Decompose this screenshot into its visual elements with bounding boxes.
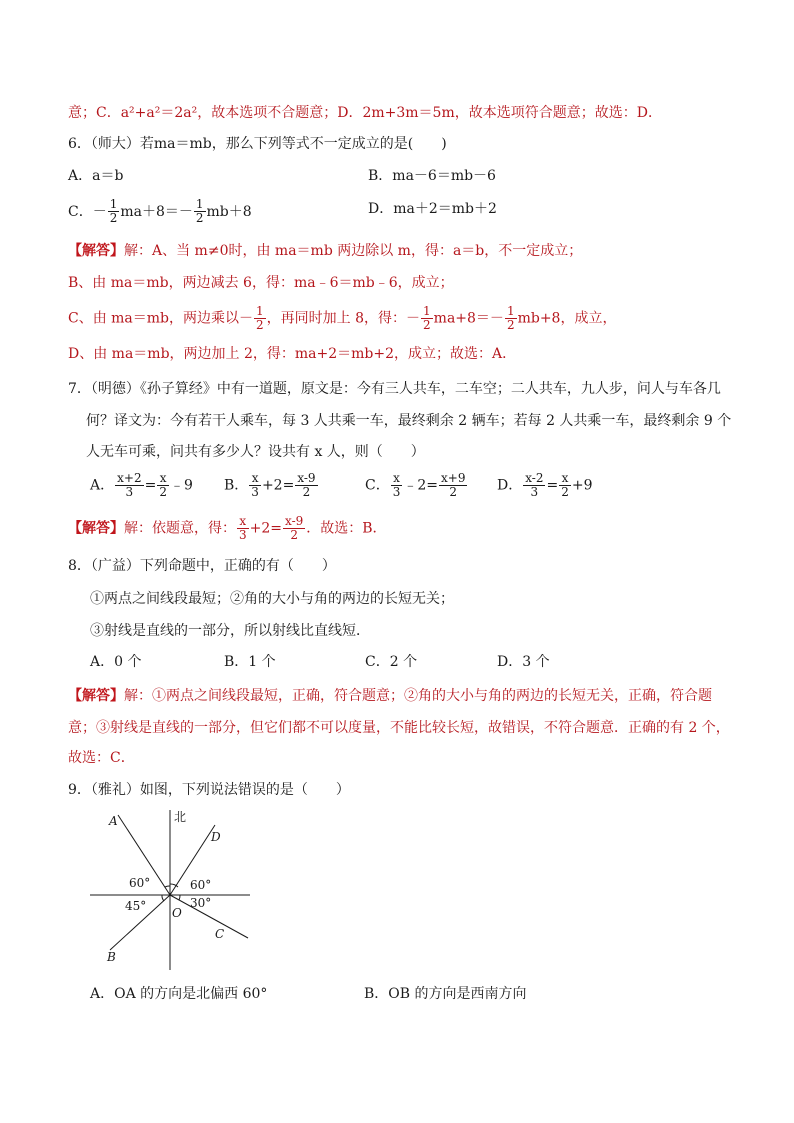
q8-answer-line2: 意；③射线是直线的一部分，但它们都不可以度量，不能比较长短，故错误，不符合题意．正确的有 2 个， [68, 720, 730, 736]
q7-option-d: D． $\frac{x-2}{3}$ = $\frac{x}{2}$ +9 [497, 471, 593, 499]
q6-stem: 6．（师大）若ma＝mb，那么下列等式不一定成立的是( ) [68, 136, 447, 152]
q8-option-b: B．1 个 [224, 654, 276, 670]
q6-ans-frac1: $\frac{1}{2}$ [256, 304, 264, 332]
q6-ans-frac2: $\frac{1}{2}$ [423, 304, 431, 332]
q8-item1: ①两点之间线段最短；②角的大小与角的两边的长短无关； [90, 591, 454, 607]
q6-option-b: B．ma－6＝mb－6 [368, 168, 496, 184]
arc-ang1 [165, 886, 170, 887]
q6-option-d: D．ma＋2＝mb＋2 [368, 201, 497, 217]
q7-option-c: C． $\frac{x}{3}$ ﹣2= $\frac{x+9}{2}$ [365, 471, 466, 499]
q6-option-c [68, 197, 252, 225]
q6-answer-line4: D、由 ma＝mb，两边加上 2，得：ma+2＝mb+2，成立；故选：A． [68, 346, 517, 362]
q6-options-row2 [68, 198, 748, 225]
fig-label-d: D [211, 830, 221, 844]
q6-c-mid: ma＋8＝－ [120, 203, 193, 220]
fig-north-label: 北 [174, 810, 187, 824]
q9-stem: 9．（雅礼）如图，下列说法错误的是（ ） [68, 782, 350, 798]
fig-angle-60-left: 60° [129, 876, 151, 890]
arc-ang3 [162, 895, 164, 901]
fig-label-o: O [172, 906, 182, 920]
q8-item2: ③射线是直线的一部分，所以射线比直线短． [90, 623, 370, 639]
q6-option-a: A．a＝b [68, 168, 124, 184]
arc-ang4 [179, 895, 180, 900]
q6-options-row1 [68, 165, 748, 187]
fig-label-b: B [107, 950, 116, 964]
q9-option-b: B．OB 的方向是西南方向 [364, 986, 527, 1002]
q7-stem-line1: 7．（明德）《孙子算经》中有一道题，原文是：今有三人共车，二车空；二人共车，九人步，问人与车各几 [68, 381, 721, 397]
q8-stem: 8．（广益）下列命题中，正确的有（ ） [68, 558, 336, 574]
fig-angle-30: 30° [190, 896, 212, 910]
q8-answer-line1: 【解答】解：①两点之间线段最短，正确，符合题意；②角的大小与角的两边的长短无关，正确，符合题 [68, 688, 712, 704]
q7-stem-line2: 何？译文为：今有若干人乘车，每 3 人共乘一车，最终剩余 2 辆车；若每 2 人共乘一车，最终剩余 9 个 [86, 413, 732, 429]
q8-option-c: C．2 个 [365, 654, 418, 670]
q6-ans-frac3: $\frac{1}{2}$ [506, 304, 515, 332]
q5-answer-tail: 意；C．a²+a²＝2a²，故本选项不合题意；D．2m+3m＝5m，故本选项符合题意；故选：D． [68, 105, 662, 121]
q7-option-a: A． $\frac{x+2}{3}$ = $\frac{x}{2}$ ﹣9 [90, 471, 193, 499]
q6-c-frac2: $\frac{1}{2}$ [195, 197, 204, 225]
q6-answer-line3: C、由 ma＝mb，两边乘以－ $\frac{1}{2}$ ，再同时加上 8，得：－ $\frac{1}{2}$ ma+8＝－ $\frac{1}{2}$ mb+8，成立， [68, 304, 617, 332]
q6-c-prefix: C．－ [68, 203, 107, 220]
fig-angle-45: 45° [125, 899, 147, 913]
q8-answer-line3: 故选：C． [68, 750, 135, 766]
fig-label-a: A [109, 814, 118, 828]
q6-c-tail: mb＋8 [206, 203, 252, 220]
answer-tag: 【解答】 [68, 688, 124, 704]
q7-answer: 【解答】解：依题意，得： $\frac{x}{3}$ +2= $\frac{x-9}{2}$ ．故选：B． [68, 514, 387, 542]
q6-answer-line1: 【解答】解：A、当 m≠0时，由 ma＝mb 两边除以 m，得：a＝b，不一定成立； [68, 243, 583, 259]
answer-tag: 【解答】 [68, 243, 124, 259]
q7-option-b: B． $\frac{x}{3}$ +2= $\frac{x-9}{2}$ [224, 471, 316, 499]
q6-c-frac1: $\frac{1}{2}$ [109, 197, 118, 225]
q6-answer-line2: B、由 ma＝mb，两边减去 6，得：ma﹣6＝mb﹣6，成立； [68, 275, 454, 291]
q9-direction-figure [85, 805, 265, 975]
answer-tag: 【解答】 [68, 520, 124, 537]
fig-label-c: C [215, 927, 225, 941]
q8-option-a: A．0 个 [90, 654, 142, 670]
q9-option-a: A．OA 的方向是北偏西 60° [90, 986, 268, 1002]
q7-stem-line3: 人无车可乘，问共有多少人？设共有 x 人，则（ ） [86, 444, 425, 460]
fig-angle-60-right: 60° [190, 878, 212, 892]
q8-option-d: D．3 个 [497, 654, 550, 670]
